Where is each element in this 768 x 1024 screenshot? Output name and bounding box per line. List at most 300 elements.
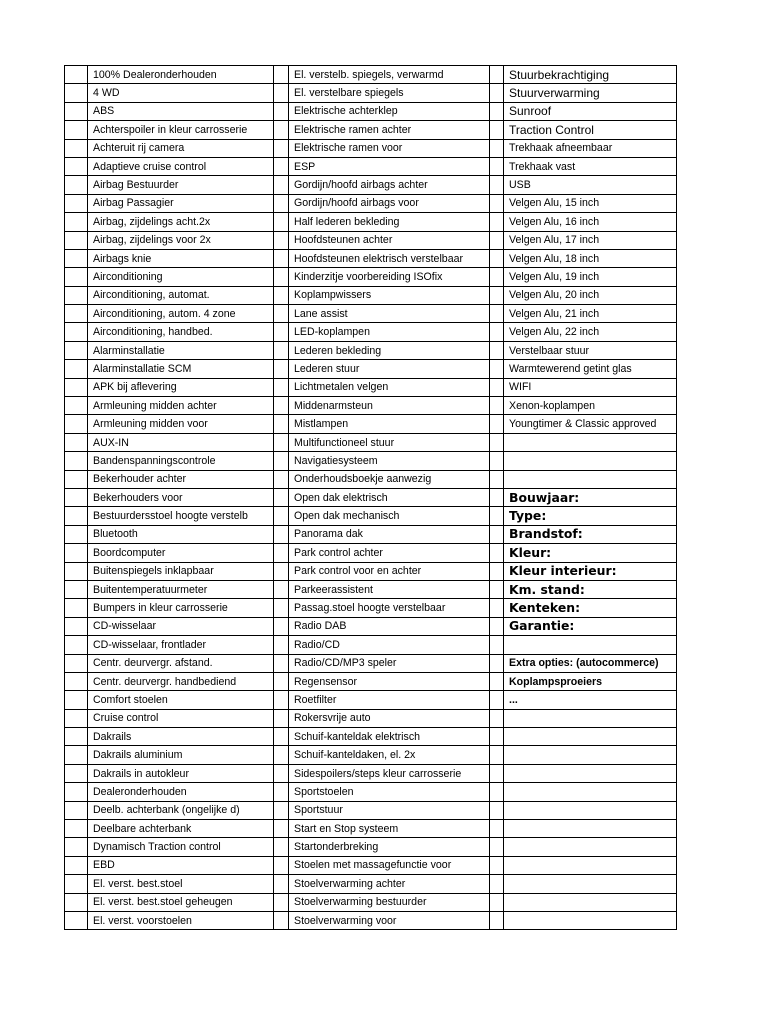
option-label: Km. stand:	[504, 580, 677, 598]
option-label: Airbags knie	[88, 249, 274, 267]
option-label: Park control achter	[289, 544, 490, 562]
checkbox-cell[interactable]	[274, 617, 289, 635]
option-label: Dealeronderhouden	[88, 783, 274, 801]
checkbox-cell[interactable]	[490, 378, 504, 396]
table-row	[65, 176, 677, 194]
table-row	[65, 249, 677, 267]
table-row	[65, 709, 677, 727]
option-label: USB	[504, 176, 677, 194]
checkbox-cell[interactable]	[274, 194, 289, 212]
checkbox-cell[interactable]	[65, 746, 88, 764]
option-label: Kleur:	[504, 544, 677, 562]
option-label: Airconditioning, automat.	[88, 286, 274, 304]
table-row	[65, 102, 677, 120]
option-label: Onderhoudsboekje aanwezig	[289, 470, 490, 488]
checkbox-cell[interactable]	[65, 360, 88, 378]
checkbox-cell[interactable]	[274, 746, 289, 764]
option-label: CD-wisselaar	[88, 617, 274, 635]
option-label: Lane assist	[289, 305, 490, 323]
checkbox-cell[interactable]	[65, 139, 88, 157]
option-label: Centr. deurvergr. handbediend	[88, 672, 274, 690]
option-label: Sunroof	[504, 102, 677, 120]
checkbox-cell[interactable]	[274, 599, 289, 617]
table-row	[65, 856, 677, 874]
checkbox-cell[interactable]	[65, 488, 88, 506]
option-label: Lederen bekleding	[289, 341, 490, 359]
option-label	[504, 801, 677, 819]
checkbox-cell[interactable]	[274, 360, 289, 378]
option-label: Koplampwissers	[289, 286, 490, 304]
table-row	[65, 213, 677, 231]
checkbox-cell[interactable]	[65, 470, 88, 488]
checkbox-cell[interactable]	[274, 176, 289, 194]
table-row	[65, 452, 677, 470]
checkbox-cell[interactable]	[490, 893, 504, 911]
table-row	[65, 121, 677, 139]
option-label: Adaptieve cruise control	[88, 157, 274, 175]
options-sheet	[64, 65, 676, 948]
checkbox-cell[interactable]	[490, 728, 504, 746]
option-label: Velgen Alu, 21 inch	[504, 305, 677, 323]
option-label: Armleuning midden achter	[88, 397, 274, 415]
option-label: CD-wisselaar, frontlader	[88, 636, 274, 654]
option-label: Airbag Passagier	[88, 194, 274, 212]
checkbox-cell[interactable]	[274, 433, 289, 451]
option-label: Extra opties: (autocommerce)	[504, 654, 677, 672]
checkbox-cell[interactable]	[490, 415, 504, 433]
checkbox-cell[interactable]	[490, 764, 504, 782]
checkbox-cell[interactable]	[65, 249, 88, 267]
option-label: Xenon-koplampen	[504, 397, 677, 415]
option-label	[504, 838, 677, 856]
checkbox-cell[interactable]	[274, 875, 289, 893]
option-label: Bandenspanningscontrole	[88, 452, 274, 470]
checkbox-cell[interactable]	[65, 415, 88, 433]
option-label	[504, 764, 677, 782]
option-label: Gordijn/hoofd airbags voor	[289, 194, 490, 212]
option-label: Velgen Alu, 17 inch	[504, 231, 677, 249]
checkbox-cell[interactable]	[490, 599, 504, 617]
table-row	[65, 415, 677, 433]
table-row	[65, 194, 677, 212]
option-label: Verstelbaar stuur	[504, 341, 677, 359]
option-label: Park control voor en achter	[289, 562, 490, 580]
checkbox-cell[interactable]	[274, 728, 289, 746]
option-label: El. verst. best.stoel geheugen	[88, 893, 274, 911]
option-label: Hoofdsteunen elektrisch verstelbaar	[289, 249, 490, 267]
table-row	[65, 378, 677, 396]
option-label: Dakrails	[88, 728, 274, 746]
checkbox-cell[interactable]	[65, 636, 88, 654]
checkbox-cell[interactable]	[490, 213, 504, 231]
table-row	[65, 84, 677, 102]
table-row	[65, 691, 677, 709]
checkbox-cell[interactable]	[274, 102, 289, 120]
table-row	[65, 672, 677, 690]
option-label: Bekerhouders voor	[88, 488, 274, 506]
option-label: Centr. deurvergr. afstand.	[88, 654, 274, 672]
checkbox-cell[interactable]	[490, 397, 504, 415]
table-row	[65, 544, 677, 562]
table-row	[65, 397, 677, 415]
checkbox-cell[interactable]	[274, 636, 289, 654]
checkbox-cell[interactable]	[490, 360, 504, 378]
option-label: Kleur interieur:	[504, 562, 677, 580]
checkbox-cell[interactable]	[65, 121, 88, 139]
option-label: Elektrische ramen achter	[289, 121, 490, 139]
checkbox-cell[interactable]	[274, 470, 289, 488]
checkbox-cell[interactable]	[490, 231, 504, 249]
option-label: Radio DAB	[289, 617, 490, 635]
checkbox-cell[interactable]	[65, 397, 88, 415]
option-label: Bluetooth	[88, 525, 274, 543]
option-label	[504, 911, 677, 929]
checkbox-cell[interactable]	[274, 691, 289, 709]
table-row	[65, 525, 677, 543]
checkbox-cell[interactable]	[274, 525, 289, 543]
option-label: Sportstuur	[289, 801, 490, 819]
option-label: Velgen Alu, 18 inch	[504, 249, 677, 267]
option-label: Radio/CD	[289, 636, 490, 654]
checkbox-cell[interactable]	[65, 911, 88, 929]
checkbox-cell[interactable]	[65, 856, 88, 874]
option-label: Navigatiesysteem	[289, 452, 490, 470]
checkbox-cell[interactable]	[65, 562, 88, 580]
option-label: Buitenspiegels inklapbaar	[88, 562, 274, 580]
option-label: Bumpers in kleur carrosserie	[88, 599, 274, 617]
checkbox-cell[interactable]	[65, 194, 88, 212]
option-label: ...	[504, 691, 677, 709]
option-label: Half lederen bekleding	[289, 213, 490, 231]
checkbox-cell[interactable]	[65, 378, 88, 396]
checkbox-cell[interactable]	[274, 783, 289, 801]
table-row	[65, 507, 677, 525]
option-label: 100% Dealeronderhouden	[88, 66, 274, 84]
table-row	[65, 305, 677, 323]
option-label: Velgen Alu, 20 inch	[504, 286, 677, 304]
option-label	[504, 452, 677, 470]
checkbox-cell[interactable]	[65, 544, 88, 562]
checkbox-cell[interactable]	[490, 157, 504, 175]
checkbox-cell[interactable]	[490, 544, 504, 562]
checkbox-cell[interactable]	[490, 139, 504, 157]
table-row	[65, 617, 677, 635]
checkbox-cell[interactable]	[65, 838, 88, 856]
option-label: Airbag, zijdelings voor 2x	[88, 231, 274, 249]
table-row	[65, 323, 677, 341]
option-label	[504, 746, 677, 764]
checkbox-cell[interactable]	[65, 672, 88, 690]
checkbox-cell[interactable]	[274, 838, 289, 856]
checkbox-cell[interactable]	[490, 783, 504, 801]
option-label: Airbag Bestuurder	[88, 176, 274, 194]
option-label: Parkeerassistent	[289, 580, 490, 598]
table-row	[65, 801, 677, 819]
checkbox-cell[interactable]	[274, 856, 289, 874]
option-label: Trekhaak afneembaar	[504, 139, 677, 157]
table-row	[65, 268, 677, 286]
table-row	[65, 433, 677, 451]
option-label: Multifunctioneel stuur	[289, 433, 490, 451]
checkbox-cell[interactable]	[65, 433, 88, 451]
checkbox-cell[interactable]	[490, 709, 504, 727]
checkbox-cell[interactable]	[65, 525, 88, 543]
table-row	[65, 911, 677, 929]
checkbox-cell[interactable]	[65, 176, 88, 194]
table-row	[65, 746, 677, 764]
checkbox-cell[interactable]	[65, 452, 88, 470]
option-label: Roetfilter	[289, 691, 490, 709]
checkbox-cell[interactable]	[274, 121, 289, 139]
checkbox-cell[interactable]	[274, 820, 289, 838]
checkbox-cell[interactable]	[274, 213, 289, 231]
option-label: Boordcomputer	[88, 544, 274, 562]
option-label: Bouwjaar:	[504, 488, 677, 506]
checkbox-cell[interactable]	[274, 801, 289, 819]
checkbox-cell[interactable]	[490, 323, 504, 341]
option-label: Bekerhouder achter	[88, 470, 274, 488]
checkbox-cell[interactable]	[65, 709, 88, 727]
checkbox-cell[interactable]	[65, 102, 88, 120]
checkbox-cell[interactable]	[274, 764, 289, 782]
checkbox-cell[interactable]	[274, 286, 289, 304]
options-table	[64, 65, 677, 930]
table-row	[65, 764, 677, 782]
checkbox-cell[interactable]	[274, 544, 289, 562]
checkbox-cell[interactable]	[274, 268, 289, 286]
option-label: Mistlampen	[289, 415, 490, 433]
checkbox-cell[interactable]	[65, 341, 88, 359]
checkbox-cell[interactable]	[490, 562, 504, 580]
checkbox-cell[interactable]	[274, 84, 289, 102]
table-row	[65, 654, 677, 672]
table-row	[65, 599, 677, 617]
option-label: Comfort stoelen	[88, 691, 274, 709]
option-label: Velgen Alu, 19 inch	[504, 268, 677, 286]
checkbox-cell[interactable]	[274, 672, 289, 690]
checkbox-cell[interactable]	[274, 66, 289, 84]
checkbox-cell[interactable]	[490, 636, 504, 654]
option-label: Dakrails aluminium	[88, 746, 274, 764]
options-table-body	[65, 66, 677, 930]
checkbox-cell[interactable]	[274, 507, 289, 525]
option-label: Airconditioning, autom. 4 zone	[88, 305, 274, 323]
table-row	[65, 783, 677, 801]
checkbox-cell[interactable]	[274, 305, 289, 323]
checkbox-cell[interactable]	[490, 801, 504, 819]
checkbox-cell[interactable]	[274, 580, 289, 598]
checkbox-cell[interactable]	[65, 507, 88, 525]
checkbox-cell[interactable]	[490, 820, 504, 838]
table-row	[65, 562, 677, 580]
option-label	[504, 856, 677, 874]
checkbox-cell[interactable]	[490, 433, 504, 451]
checkbox-cell[interactable]	[490, 525, 504, 543]
checkbox-cell[interactable]	[65, 801, 88, 819]
checkbox-cell[interactable]	[65, 764, 88, 782]
option-label: Cruise control	[88, 709, 274, 727]
checkbox-cell[interactable]	[274, 397, 289, 415]
option-label: ESP	[289, 157, 490, 175]
table-row	[65, 488, 677, 506]
option-label: Kenteken:	[504, 599, 677, 617]
option-label: Radio/CD/MP3 speler	[289, 654, 490, 672]
option-label: Schuif-kanteldak elektrisch	[289, 728, 490, 746]
option-label: Start en Stop systeem	[289, 820, 490, 838]
option-label: Lederen stuur	[289, 360, 490, 378]
checkbox-cell[interactable]	[490, 691, 504, 709]
checkbox-cell[interactable]	[274, 452, 289, 470]
checkbox-cell[interactable]	[490, 875, 504, 893]
option-label: El. verstelbare spiegels	[289, 84, 490, 102]
option-label: Sportstoelen	[289, 783, 490, 801]
option-label: Alarminstallatie	[88, 341, 274, 359]
checkbox-cell[interactable]	[490, 580, 504, 598]
checkbox-cell[interactable]	[65, 231, 88, 249]
checkbox-cell[interactable]	[490, 305, 504, 323]
checkbox-cell[interactable]	[490, 286, 504, 304]
checkbox-cell[interactable]	[490, 488, 504, 506]
checkbox-cell[interactable]	[65, 268, 88, 286]
checkbox-cell[interactable]	[274, 488, 289, 506]
table-row	[65, 728, 677, 746]
checkbox-cell[interactable]	[274, 231, 289, 249]
option-label: Passag.stoel hoogte verstelbaar	[289, 599, 490, 617]
option-label: Stoelverwarming voor	[289, 911, 490, 929]
option-label: Stoelverwarming achter	[289, 875, 490, 893]
option-label: APK bij aflevering	[88, 378, 274, 396]
checkbox-cell[interactable]	[490, 911, 504, 929]
checkbox-cell[interactable]	[274, 378, 289, 396]
option-label: Stoelverwarming bestuurder	[289, 893, 490, 911]
checkbox-cell[interactable]	[65, 66, 88, 84]
option-label	[504, 433, 677, 451]
checkbox-cell[interactable]	[65, 580, 88, 598]
table-row	[65, 636, 677, 654]
checkbox-cell[interactable]	[490, 838, 504, 856]
option-label: Achteruit rij camera	[88, 139, 274, 157]
option-label: Warmtewerend getint glas	[504, 360, 677, 378]
option-label: Airbag, zijdelings acht.2x	[88, 213, 274, 231]
checkbox-cell[interactable]	[274, 911, 289, 929]
option-label: ABS	[88, 102, 274, 120]
checkbox-cell[interactable]	[274, 323, 289, 341]
option-label: Kinderzitje voorbereiding ISOfix	[289, 268, 490, 286]
checkbox-cell[interactable]	[65, 654, 88, 672]
checkbox-cell[interactable]	[490, 452, 504, 470]
option-label	[504, 820, 677, 838]
option-label: Airconditioning	[88, 268, 274, 286]
option-label: Velgen Alu, 15 inch	[504, 194, 677, 212]
option-label: Garantie:	[504, 617, 677, 635]
checkbox-cell[interactable]	[65, 213, 88, 231]
checkbox-cell[interactable]	[65, 599, 88, 617]
checkbox-cell[interactable]	[65, 286, 88, 304]
checkbox-cell[interactable]	[490, 102, 504, 120]
option-label: Stuurbekrachtiging	[504, 66, 677, 84]
checkbox-cell[interactable]	[65, 84, 88, 102]
checkbox-cell[interactable]	[65, 323, 88, 341]
checkbox-cell[interactable]	[490, 84, 504, 102]
option-label: LED-koplampen	[289, 323, 490, 341]
checkbox-cell[interactable]	[490, 121, 504, 139]
checkbox-cell[interactable]	[65, 820, 88, 838]
table-row	[65, 580, 677, 598]
option-label: Velgen Alu, 16 inch	[504, 213, 677, 231]
checkbox-cell[interactable]	[490, 194, 504, 212]
checkbox-cell[interactable]	[65, 617, 88, 635]
option-label: Middenarmsteun	[289, 397, 490, 415]
checkbox-cell[interactable]	[490, 341, 504, 359]
checkbox-cell[interactable]	[65, 157, 88, 175]
table-row	[65, 893, 677, 911]
option-label: Deelb. achterbank (ongelijke d)	[88, 801, 274, 819]
checkbox-cell[interactable]	[490, 672, 504, 690]
checkbox-cell[interactable]	[65, 728, 88, 746]
checkbox-cell[interactable]	[490, 654, 504, 672]
checkbox-cell[interactable]	[490, 507, 504, 525]
option-label: Alarminstallatie SCM	[88, 360, 274, 378]
option-label: Hoofdsteunen achter	[289, 231, 490, 249]
checkbox-cell[interactable]	[274, 709, 289, 727]
checkbox-cell[interactable]	[274, 249, 289, 267]
option-label: Rokersvrije auto	[289, 709, 490, 727]
option-label: Trekhaak vast	[504, 157, 677, 175]
option-label	[504, 636, 677, 654]
checkbox-cell[interactable]	[274, 139, 289, 157]
option-label: Dakrails in autokleur	[88, 764, 274, 782]
checkbox-cell[interactable]	[65, 875, 88, 893]
table-row	[65, 875, 677, 893]
checkbox-cell[interactable]	[490, 66, 504, 84]
table-row	[65, 820, 677, 838]
checkbox-cell[interactable]	[274, 157, 289, 175]
checkbox-cell[interactable]	[274, 654, 289, 672]
checkbox-cell[interactable]	[490, 746, 504, 764]
checkbox-cell[interactable]	[65, 783, 88, 801]
checkbox-cell[interactable]	[490, 268, 504, 286]
table-row	[65, 360, 677, 378]
checkbox-cell[interactable]	[490, 176, 504, 194]
option-label: Sidespoilers/steps kleur carrosserie	[289, 764, 490, 782]
checkbox-cell[interactable]	[490, 856, 504, 874]
checkbox-cell[interactable]	[490, 470, 504, 488]
option-label: Velgen Alu, 22 inch	[504, 323, 677, 341]
checkbox-cell[interactable]	[65, 691, 88, 709]
checkbox-cell[interactable]	[490, 617, 504, 635]
option-label	[504, 893, 677, 911]
option-label: AUX-IN	[88, 433, 274, 451]
option-label: Dynamisch Traction control	[88, 838, 274, 856]
table-row	[65, 139, 677, 157]
option-label: Elektrische ramen voor	[289, 139, 490, 157]
table-row	[65, 66, 677, 84]
checkbox-cell[interactable]	[65, 893, 88, 911]
option-label	[504, 783, 677, 801]
checkbox-cell[interactable]	[274, 562, 289, 580]
checkbox-cell[interactable]	[490, 249, 504, 267]
option-label: Panorama dak	[289, 525, 490, 543]
option-label	[504, 709, 677, 727]
checkbox-cell[interactable]	[274, 341, 289, 359]
option-label: Achterspoiler in kleur carrosserie	[88, 121, 274, 139]
checkbox-cell[interactable]	[65, 305, 88, 323]
checkbox-cell[interactable]	[274, 415, 289, 433]
option-label: El. verstelb. spiegels, verwarmd	[289, 66, 490, 84]
option-label: El. verst. voorstoelen	[88, 911, 274, 929]
checkbox-cell[interactable]	[274, 893, 289, 911]
option-label: Buitentemperatuurmeter	[88, 580, 274, 598]
